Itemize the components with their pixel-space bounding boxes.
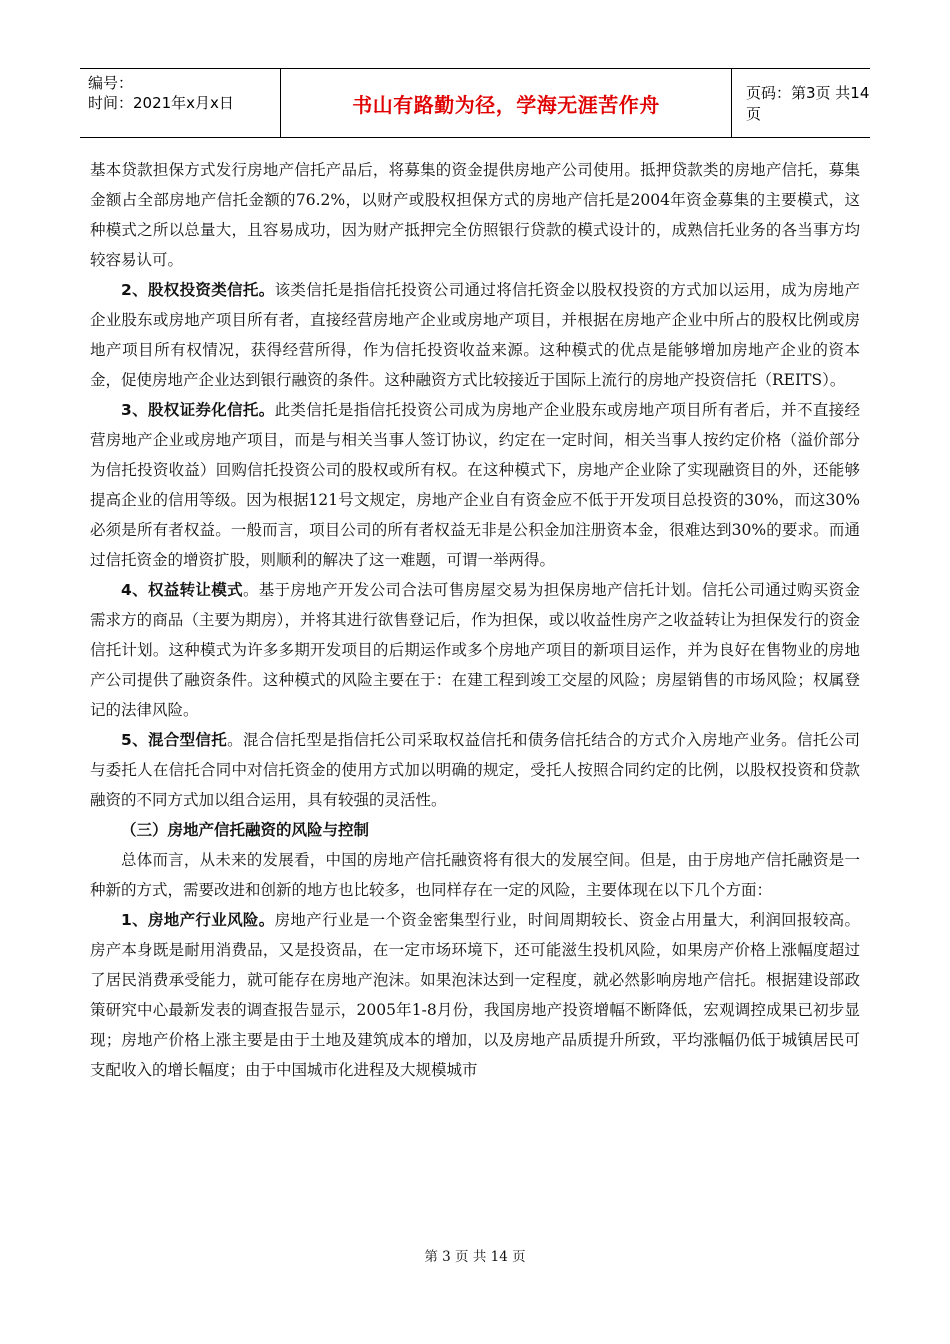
document-date-label: 时间：2021年x月x日 (88, 94, 234, 112)
paragraph-title: 2、股权投资类信托。 (121, 281, 275, 299)
paragraph-title: 5、混合型信托 (121, 731, 228, 749)
document-number-label: 编号： (88, 74, 134, 92)
paragraph-risk-overview: 总体而言，从未来的发展看，中国的房地产信托融资将有很大的发展空间。但是，由于房地产信托融资是一种新的方式，需要改进和创新的地方也比较多，也同样存在一定的风险，主要体现在以下几个方面： (90, 851, 860, 899)
paragraph-text: 。基于房地产开发公司合法可售房屋交易为担保房地产信托计划。信托公司通过购买资金需求方的商品（主要为期房），并将其进行欲售登记后，作为担保，或以收益性房产之收益转让为担保发行的资金信托计划。这种模式为许多多期开发项目的后期运作或多个房地产项目的新项目运作，并为良好在售物业的房地产公司提供了融资条件。这种模式的风险主要在于：在建工程到竣工交屋的风险；房屋销售的市场风险；权属登记的法律风险。 (90, 581, 860, 719)
paragraph-text: 该类信托是指信托投资公司通过将信托资金以股权投资的方式加以运用，成为房地产企业股东或房地产项目所有者，直接经营房地产企业或房地产项目，并根据在房地产企业中所占的股权比例或房地产项目所有权情况，获得经营所得，作为信托投资收益来源。这种模式的优点是能够增加房地产企业的资本金，促使房地产企业达到银行融资的条件。这种融资方式比较接近于国际上流行的房地产投资信托（REITS）。 (90, 281, 860, 389)
section-heading-risk-control: （三）房地产信托融资的风险与控制 (121, 821, 370, 839)
paragraph-text: 。混合信托型是指信托公司采取权益信托和债务信托结合的方式介入房地产业务。信托公司与委托人在信托合同中对信托资金的使用方式加以明确的规定，受托人按照合同约定的比例，以股权投资和贷款融资的不同方式加以组合运用，具有较强的灵活性。 (90, 731, 860, 809)
header-motto: 书山有路勤为径，学海无涯苦作舟 (280, 69, 732, 137)
paragraph-equity-investment-trust (90, 275, 860, 395)
paragraph-text: 房地产行业是一个资金密集型行业，时间周期较长、资金占用量大，利润回报较高。房产本身既是耐用消费品，又是投资品，在一定市场环境下，还可能滋生投机风险，如果房产价格上涨幅度超过了居民消费承受能力，就可能存在房地产泡沫。如果泡沫达到一定程度，就必然影响房地产信托。根据建设部政策研究中心最新发表的调查报告显示，2005年1-8月份，我国房地产投资增幅不断降低，宏观调控成果已初步显现；房地产价格上涨主要是由于土地及建筑成本的增加，以及房地产品质提升所致，平均涨幅仍低于城镇居民可支配收入的增长幅度；由于中国城市化进程及大规模城市 (90, 911, 860, 1079)
page-header (80, 68, 870, 138)
paragraph-mortgage-trust: 基本贷款担保方式发行房地产信托产品后，将募集的资金提供房地产公司使用。抵押贷款类的房地产信托，募集金额占全部房地产信托金额的76.2%，以财产或股权担保方式的房地产信托是2004年资金募集的主要模式，这种模式之所以总量大，且容易成功，因为财产抵押完全仿照银行贷款的模式设计的，成熟信托业务的各当事方均较容易认可。 (90, 161, 860, 269)
paragraph-equity-transfer-mode (90, 575, 860, 725)
header-meta (80, 69, 280, 137)
paragraph-text: 此类信托是指信托投资公司成为房地产企业股东或房地产项目所有者后，并不直接经营房地产企业或房地产项目，而是与相关当事人签订协议，约定在一定时间，相关当事人按约定价格（溢价部分为信托投资收益）回购信托投资公司的股权或所有权。在这种模式下，房地产企业除了实现融资目的外，还能够提高企业的信用等级。因为根据121号文规定，房地产企业自有资金应不低于开发项目总投资的30%，而这30%必须是所有者权益。一般而言，项目公司的所有者权益无非是公积金加注册资本金，很难达到30%的要求。而通过信托资金的增资扩股，则顺利的解决了这一难题，可谓一举两得。 (90, 401, 860, 569)
page-footer: 第 3 页 共 14 页 (424, 1249, 526, 1265)
paragraph-title: 1、房地产行业风险。 (121, 911, 275, 929)
paragraph-title: 3、股权证券化信托。 (121, 401, 275, 419)
header-page-label: 页码：第3页 共14页 (746, 84, 870, 123)
paragraph-equity-securitization-trust (90, 395, 860, 575)
paragraph-industry-risk (90, 905, 860, 1085)
paragraph-hybrid-trust (90, 725, 860, 815)
paragraph-title: 4、权益转让模式 (121, 581, 243, 599)
document-body (90, 155, 860, 1085)
